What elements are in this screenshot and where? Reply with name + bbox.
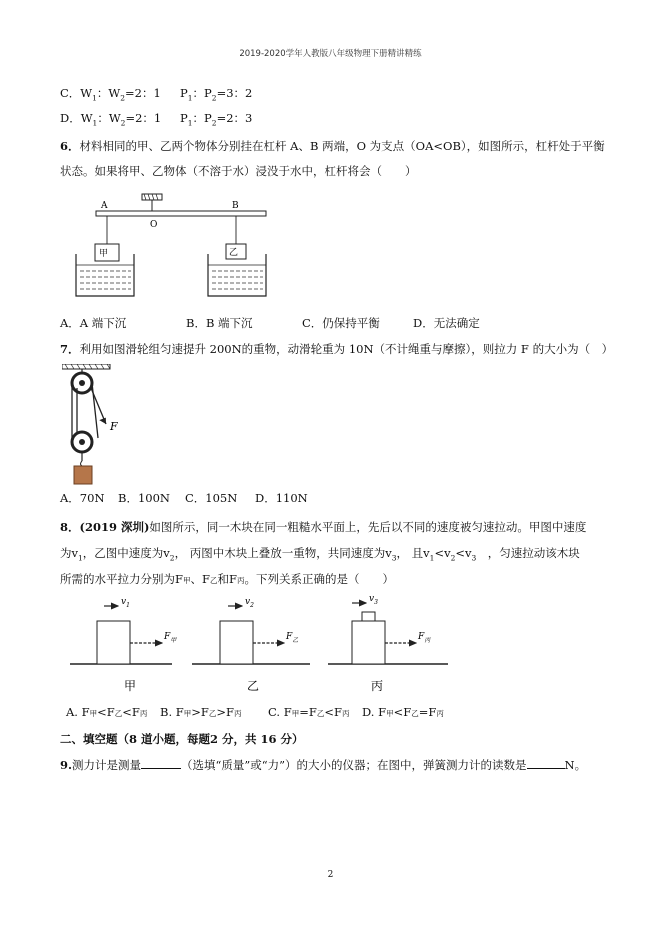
- fig-label-yi: 乙: [247, 679, 260, 693]
- label-B: B: [232, 201, 239, 211]
- block-figures: [70, 592, 450, 698]
- sub: 1: [92, 118, 98, 128]
- q8-text: 所需的水平拉力分别为F: [60, 572, 183, 586]
- page-number: 2: [327, 870, 334, 880]
- block-yi-label: 乙: [229, 248, 239, 258]
- q5d-text: ：P: [192, 111, 212, 125]
- label-O: O: [150, 220, 158, 230]
- q8-text: ， 且v: [396, 546, 430, 560]
- q5-option-d[interactable]: [60, 111, 161, 130]
- page-header: 2019-2020学年人教版八年级物理下册精讲精练: [239, 49, 422, 59]
- q8-text: 如图所示，同一木块在同一粗糙水平面上，先后以不同的速度被匀速拉动。甲图中速度: [149, 520, 587, 534]
- v2-label: $v_2$: [245, 597, 254, 609]
- q5c-text: ：P: [192, 86, 212, 100]
- v3-label: $v_3$: [369, 594, 378, 606]
- q7-text: 利用如图滑轮组匀速提升 200N的重物，动滑轮重为 10N（不计绳重与摩擦），则拉力 F 的大小为（ ）: [79, 342, 614, 356]
- q5-option-c-power: [180, 86, 252, 105]
- q6-option-d[interactable]: D．无法确定: [413, 316, 480, 330]
- force-F-label: F: [110, 420, 118, 433]
- q8-text: <v: [455, 546, 472, 560]
- sub: 乙: [209, 576, 218, 585]
- q5d-text: D．W: [60, 111, 93, 125]
- q7-option-d[interactable]: D．110N: [255, 491, 308, 505]
- sub: 2: [211, 93, 217, 103]
- question-number: 9.: [60, 758, 73, 772]
- q8-text: <v: [434, 546, 451, 560]
- F-yi-label: $F_乙$: [286, 632, 299, 644]
- q8-text: ， 丙图中木块上叠放一重物，共同速度为v: [174, 546, 392, 560]
- q7-stem: [60, 342, 613, 356]
- q6-stem-line2: 状态。如果将甲、乙物体（不溶于水）浸没于水中，杠杆将会（ ）: [60, 164, 417, 178]
- fig-label-jia: 甲: [124, 679, 137, 693]
- q7-option-b[interactable]: B．100N: [118, 491, 170, 505]
- q8-option-b[interactable]: B. F甲>F乙>F丙: [160, 705, 242, 719]
- q5-option-c[interactable]: [60, 86, 161, 105]
- q8-option-d[interactable]: D. F甲<F乙=F丙: [362, 705, 444, 719]
- sub: 2: [211, 118, 217, 128]
- sub: 丙: [236, 576, 245, 585]
- v1-label: $v_1$: [121, 597, 130, 609]
- sub: 2: [120, 118, 126, 128]
- q8-text: ，乙图中速度为v: [82, 546, 170, 560]
- q5d-text: =2：1: [125, 111, 162, 125]
- q8-text: 和F: [217, 572, 237, 586]
- sub: 1: [187, 118, 193, 128]
- question-number: 8．: [60, 520, 80, 534]
- section-heading: 二、填空题（8 道小题，每题2 分，共 16 分）: [60, 732, 304, 746]
- q5-option-d-power: [180, 111, 252, 130]
- lever-figure: [74, 192, 274, 304]
- sub: 甲: [182, 576, 191, 585]
- q8-text: ，匀速拉动该木块: [476, 546, 580, 560]
- q8-stem-line3: [60, 572, 394, 588]
- q5d-text: P: [180, 111, 188, 125]
- question-number: 7．: [60, 342, 80, 356]
- q8-option-a[interactable]: A. F甲<F乙<F丙: [66, 705, 148, 719]
- q5c-text: ：W: [96, 86, 121, 100]
- q8-option-c[interactable]: C. F甲=F乙<F丙: [268, 705, 350, 719]
- blank-2[interactable]: [527, 758, 565, 769]
- q5d-text: ：W: [97, 111, 121, 125]
- q6-text: 材料相同的甲、乙两个物体分别挂在杠杆 A、B 两端，O 为支点（OA<OB），如图所示，杠杆处于平衡: [79, 139, 605, 153]
- q8-text: 、F: [190, 572, 210, 586]
- q5d-text: =2：3: [216, 111, 253, 125]
- sub: 1: [187, 93, 193, 103]
- q5c-text: =2：1: [125, 86, 161, 100]
- F-bing-label: $F_丙$: [418, 632, 431, 644]
- block-jia-label: 甲: [99, 249, 109, 259]
- q8-stem-line2: 为$v_1$，乙图中速度为$v_2$， 丙图中木块上叠放一重物，共同速度为$v_3$， 且$v_1<v_2<v_3$ ，匀速拉动该木块: [60, 546, 580, 563]
- F-jia-label: $F_甲$: [164, 632, 177, 644]
- q6-option-a[interactable]: A．A 端下沉: [60, 316, 127, 330]
- q7-option-a[interactable]: A．70N: [60, 491, 105, 505]
- q9-text: 测力计是测量: [72, 758, 142, 772]
- q5c-text: P: [180, 86, 188, 100]
- question-number: 6．: [60, 139, 80, 153]
- q8-text: 为v: [60, 546, 78, 560]
- sub: 1: [92, 93, 97, 103]
- q5c-text: C．W: [60, 86, 93, 100]
- q9-text: （选填“质量”或“力”）的大小的仪器；在图中，弹簧测力计的读数是: [181, 758, 527, 772]
- q9-text: N。: [564, 758, 587, 772]
- q6-option-c[interactable]: C．仍保持平衡: [302, 316, 380, 330]
- q9-stem: [60, 758, 586, 772]
- label-A: A: [101, 201, 108, 211]
- pulley-figure: [62, 364, 132, 488]
- q8-text: 。下列关系正确的是（ ）: [244, 572, 394, 586]
- q8-stem-line1: [60, 520, 586, 534]
- q5c-text: =3：2: [216, 86, 253, 100]
- q6-option-b[interactable]: B．B 端下沉: [186, 316, 253, 330]
- q7-option-c[interactable]: C．105N: [185, 491, 238, 505]
- sub: 2: [120, 93, 126, 103]
- q6-stem-line1: [60, 139, 605, 153]
- fig-label-bing: 丙: [371, 679, 384, 693]
- q8-source: (2019 深圳): [79, 520, 150, 534]
- blank-1[interactable]: [141, 758, 181, 769]
